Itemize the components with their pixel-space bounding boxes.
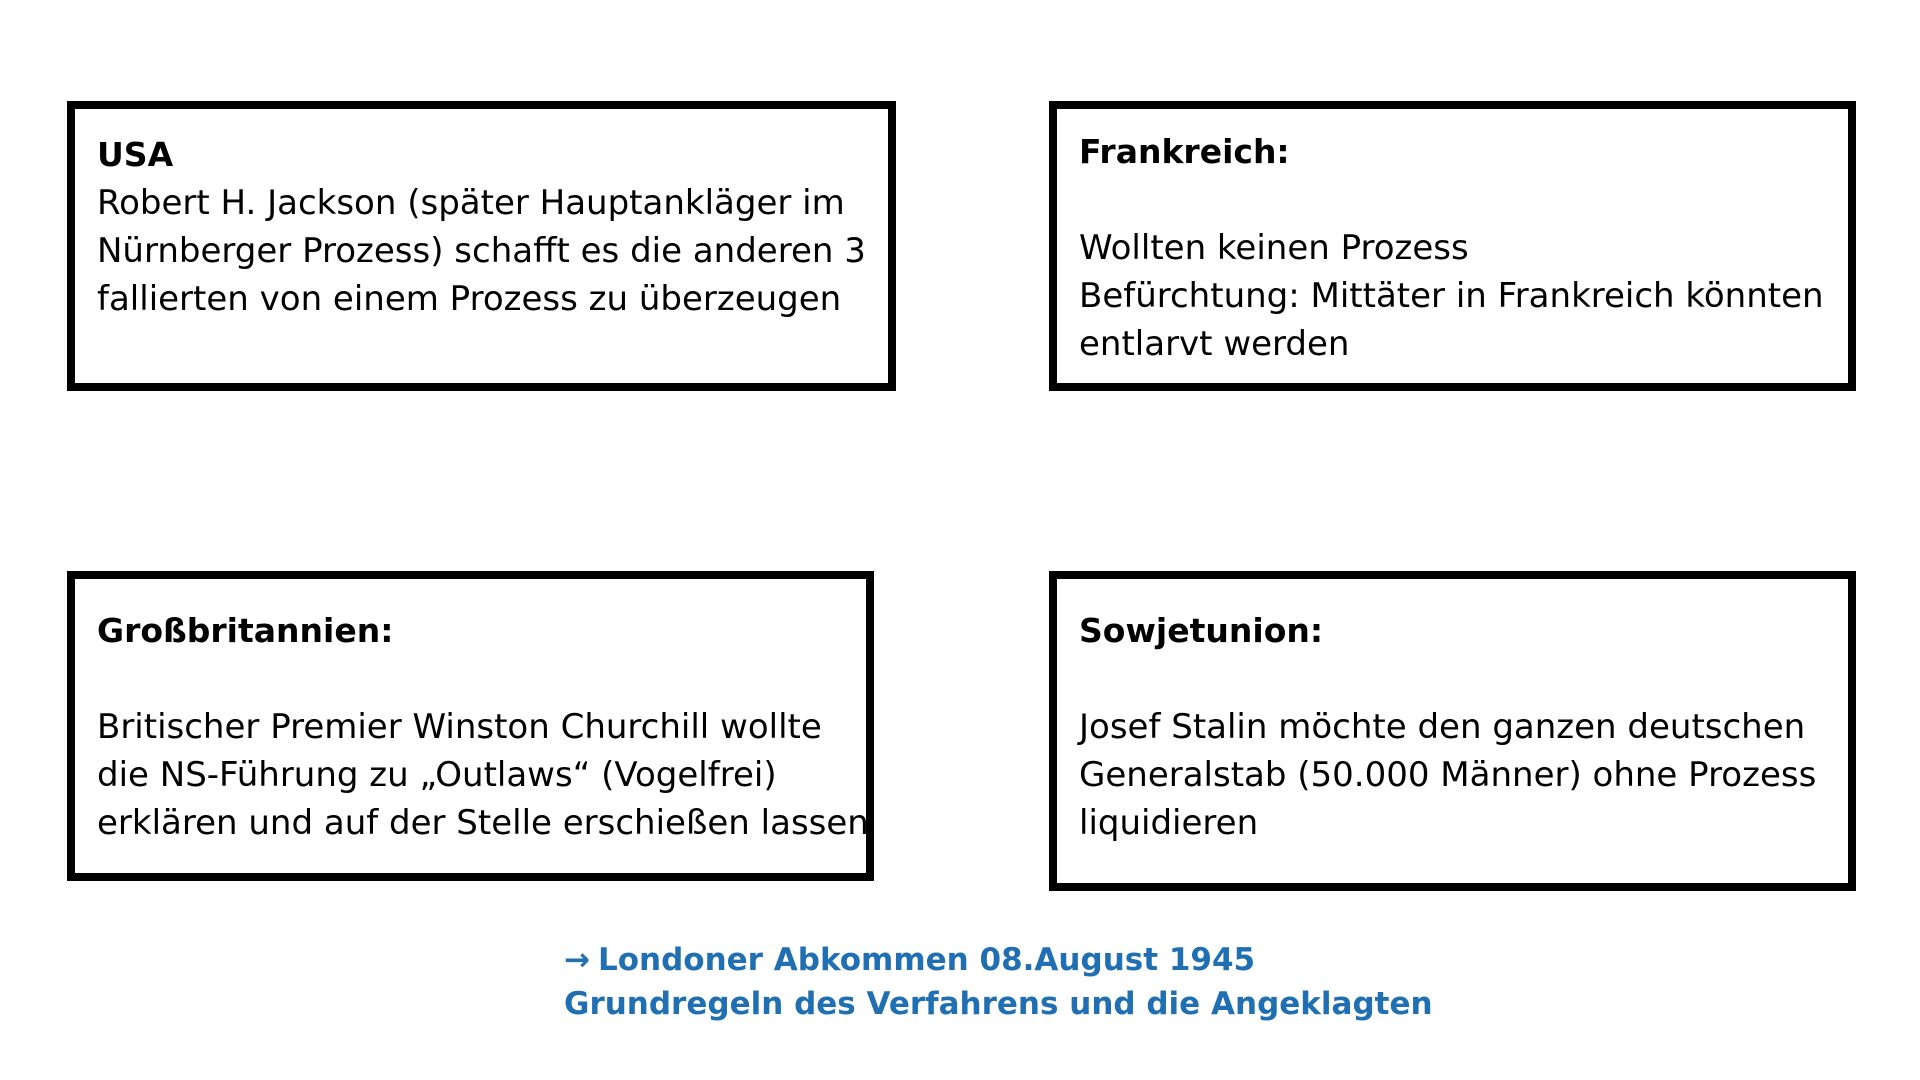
footer-note	[564, 938, 1433, 1026]
grossbritannien-line-3: erklären und auf der Stelle erschießen lassen	[97, 803, 869, 843]
usa-box	[67, 101, 896, 391]
usa-line-3: fallierten von einem Prozess zu überzeugen	[97, 279, 842, 319]
footer-line-2: Grundregeln des Verfahrens und die Angeklagten	[564, 986, 1433, 1022]
footer-line-1-text: Londoner Abkommen 08.August 1945	[597, 942, 1256, 978]
sowjetunion-line-3: liquidieren	[1079, 803, 1259, 843]
sowjetunion-line-2: Generalstab (50.000 Männer) ohne Prozess	[1079, 755, 1817, 795]
frankreich-line-2: Befürchtung: Mittäter in Frankreich könnten	[1079, 276, 1824, 316]
sowjetunion-box	[1049, 571, 1856, 891]
frankreich-spacer	[1079, 176, 1826, 224]
arrow-right-icon: →	[564, 942, 590, 978]
usa-line-2: Nürnberger Prozess) schafft es die anderen 3	[97, 231, 866, 271]
footer-line-1	[564, 938, 1433, 982]
frankreich-line-1: Wollten keinen Prozess	[1079, 228, 1469, 268]
sowjetunion-line-1: Josef Stalin möchte den ganzen deutschen	[1079, 707, 1806, 747]
grossbritannien-spacer	[97, 655, 844, 703]
grossbritannien-line-1: Britischer Premier Winston Churchill wollte	[97, 707, 822, 747]
frankreich-line-3: entlarvt werden	[1079, 324, 1350, 364]
grossbritannien-title: Großbritannien:	[97, 611, 394, 650]
frankreich-box	[1049, 101, 1856, 391]
usa-line-1: Robert H. Jackson (später Hauptankläger im	[97, 183, 845, 223]
sowjetunion-title: Sowjetunion:	[1079, 611, 1324, 650]
frankreich-title: Frankreich:	[1079, 132, 1290, 171]
sowjetunion-spacer	[1079, 655, 1826, 703]
usa-title: USA	[97, 135, 174, 174]
grossbritannien-box	[67, 571, 874, 881]
grossbritannien-line-2: die NS-Führung zu „Outlaws“ (Vogelfrei)	[97, 755, 777, 795]
